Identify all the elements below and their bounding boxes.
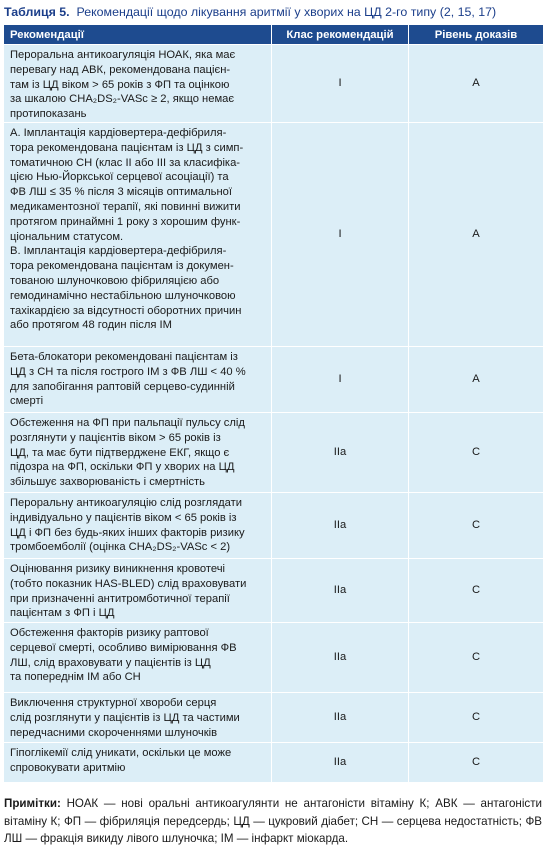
- recommendation-line: ЦД і ФП без будь-яких інших факторів ризику: [10, 526, 245, 539]
- recommendation-line: смерті: [10, 395, 44, 408]
- recommendation-line: ЦД з СН та після гострого ІМ з ФВ ЛШ < 40 %: [10, 365, 246, 378]
- recommendation-line: томатичною СН (клас II або III за класифіка-: [10, 156, 241, 169]
- recommendation-line: індивідуально у пацієнтів віком < 65 років із: [10, 511, 237, 524]
- recommendation-line: або протягом 48 годин після ІМ: [10, 319, 172, 332]
- recommendation-line: за шкалою CHA₂DS₂-VASc ≥ 2, якщо немає: [10, 93, 235, 106]
- notes-text: НОАК — нові оральні антикоагулянти не антагоністи вітаміну К; АВК — антагоністи вітаміну К; ФП — фібриляція передсердь; ЦД — цукровий діабет; СН — серцева недостатність; ФВ ЛШ — фракція викиду лівого шлуночка; ІМ — інфаркт міокарда.: [4, 797, 542, 845]
- header-class: Клас рекомендацій: [272, 25, 409, 45]
- recommendation-line: Обстеження факторів ризику раптової: [10, 627, 209, 639]
- recommendation-line: протипоказань: [10, 108, 87, 121]
- recommendation-line: перевагу над АВК, рекомендована пацієн-: [10, 63, 231, 76]
- recommendation-line: B. Імплантація кардіовертера-дефібриля-: [10, 245, 227, 258]
- recommendation-line: ціональним статусом.: [10, 230, 124, 243]
- recommendation-line: протягом принаймні 1 року з хорошим функ-: [10, 215, 241, 228]
- recommendation-line: тованою шлуночковою фібриляцією або: [10, 274, 220, 287]
- level-cell: C: [409, 693, 544, 743]
- recommendation-line: Виключення структурної хвороби серця: [10, 697, 217, 709]
- recommendation-cell: [4, 413, 272, 493]
- recommendations-table: [3, 24, 544, 783]
- caption-title: Рекомендації щодо лікування аритмії у хворих на ЦД 2-го типу (2, 15, 17): [76, 5, 497, 19]
- level-cell: C: [409, 413, 544, 493]
- recommendation-line: серцевої смерті, особливо вимірювання ФВ: [10, 641, 237, 654]
- recommendation-line: при призначенні антитромботичної терапії: [10, 592, 230, 605]
- recommendation-line: пацієнтам з ФП і ЦД: [10, 607, 115, 620]
- table-row: [4, 559, 544, 623]
- table-row: [4, 743, 544, 783]
- recommendation-line: передчасними скороченнями шлуночків: [10, 726, 218, 739]
- header-recommendations: Рекомендації: [4, 25, 272, 45]
- level-cell: C: [409, 743, 544, 783]
- recommendation-cell: [4, 347, 272, 413]
- recommendation-line: гемодинамічно нестабільною шлуночковою: [10, 289, 236, 302]
- recommendation-cell: [4, 693, 272, 743]
- table-row: [4, 623, 544, 693]
- table-row: [4, 45, 544, 123]
- level-cell: A: [409, 123, 544, 347]
- recommendation-cell: [4, 743, 272, 783]
- level-cell: A: [409, 347, 544, 413]
- table-row: [4, 123, 544, 347]
- class-cell: IIa: [272, 623, 409, 693]
- recommendation-cell: [4, 623, 272, 693]
- recommendation-line: тромбоемболії (оцінка CHA₂DS₂-VASc < 2): [10, 541, 231, 554]
- recommendation-line: A. Імплантація кардіовертера-дефібриля-: [10, 127, 227, 139]
- class-cell: IIa: [272, 743, 409, 783]
- table-row: [4, 413, 544, 493]
- recommendation-line: тора рекомендована пацієнтам із докумен-: [10, 260, 234, 273]
- recommendation-line: Гіпоглікемії слід уникати, оскільки це може: [10, 747, 232, 759]
- recommendation-line: для запобігання раптовій серцево-судинній: [10, 380, 235, 393]
- recommendation-line: ЛШ, слід враховувати у пацієнтів із ЦД: [10, 656, 211, 669]
- recommendation-line: цією Нью-Йоркської серцевої асоціації) та: [10, 171, 229, 184]
- recommendation-line: (тобто показник HAS-BLED) слід враховувати: [10, 577, 247, 590]
- recommendation-line: Пероральну антикоагуляцію слід розглядати: [10, 497, 243, 509]
- header-level: Рівень доказів: [409, 25, 544, 45]
- table-caption: [4, 2, 544, 22]
- table-row: [4, 693, 544, 743]
- level-cell: C: [409, 559, 544, 623]
- level-cell: C: [409, 493, 544, 559]
- recommendation-line: ФВ ЛШ ≤ 35 % після 3 місяців оптимальної: [10, 186, 233, 199]
- level-cell: A: [409, 45, 544, 123]
- recommendation-cell: [4, 45, 272, 123]
- class-cell: IIa: [272, 693, 409, 743]
- recommendation-line: слід розглянути у пацієнтів із ЦД та частими: [10, 711, 240, 724]
- recommendation-line: спровокувати аритмію: [10, 761, 126, 774]
- recommendation-line: там із ЦД віком > 65 років з ФП та оцінкою: [10, 78, 230, 91]
- recommendation-line: Пероральна антикоагуляція НОАК, яка має: [10, 49, 236, 61]
- recommendation-line: Обстеження на ФП при пальпації пульсу слід: [10, 417, 245, 429]
- recommendation-line: тора рекомендована пацієнтам із ЦД з симп-: [10, 141, 244, 154]
- recommendation-line: та попереднім ІМ або СН: [10, 671, 141, 684]
- class-cell: IIa: [272, 493, 409, 559]
- class-cell: IIa: [272, 413, 409, 493]
- caption-label: Таблиця 5.: [4, 5, 70, 19]
- table-notes: [4, 795, 542, 848]
- recommendation-line: Бета-блокатори рекомендовані пацієнтам із: [10, 351, 238, 363]
- class-cell: I: [272, 347, 409, 413]
- recommendation-line: ЦД, та має бути підтверджене ЕКГ, якщо є: [10, 446, 230, 459]
- table-row: [4, 347, 544, 413]
- recommendation-line: тахікардією за відсутності оборотних причин: [10, 304, 242, 317]
- recommendation-line: підозра на ФП, оскільки ФП у хворих на ЦД: [10, 461, 235, 474]
- recommendation-cell: [4, 123, 272, 347]
- table-row: [4, 493, 544, 559]
- recommendation-cell: [4, 493, 272, 559]
- recommendation-line: збільшує захворюваність і смертність: [10, 476, 206, 489]
- level-cell: C: [409, 623, 544, 693]
- class-cell: I: [272, 45, 409, 123]
- notes-label: Примітки:: [4, 797, 61, 810]
- recommendation-line: Оцінювання ризику виникнення кровотечі: [10, 563, 226, 575]
- recommendation-line: розглянути у пацієнтів віком > 65 років із: [10, 431, 221, 444]
- class-cell: I: [272, 123, 409, 347]
- recommendation-cell: [4, 559, 272, 623]
- class-cell: IIa: [272, 559, 409, 623]
- table-header-row: [4, 25, 544, 45]
- recommendation-line: медикаментозної терапії, які повинні вижити: [10, 200, 241, 213]
